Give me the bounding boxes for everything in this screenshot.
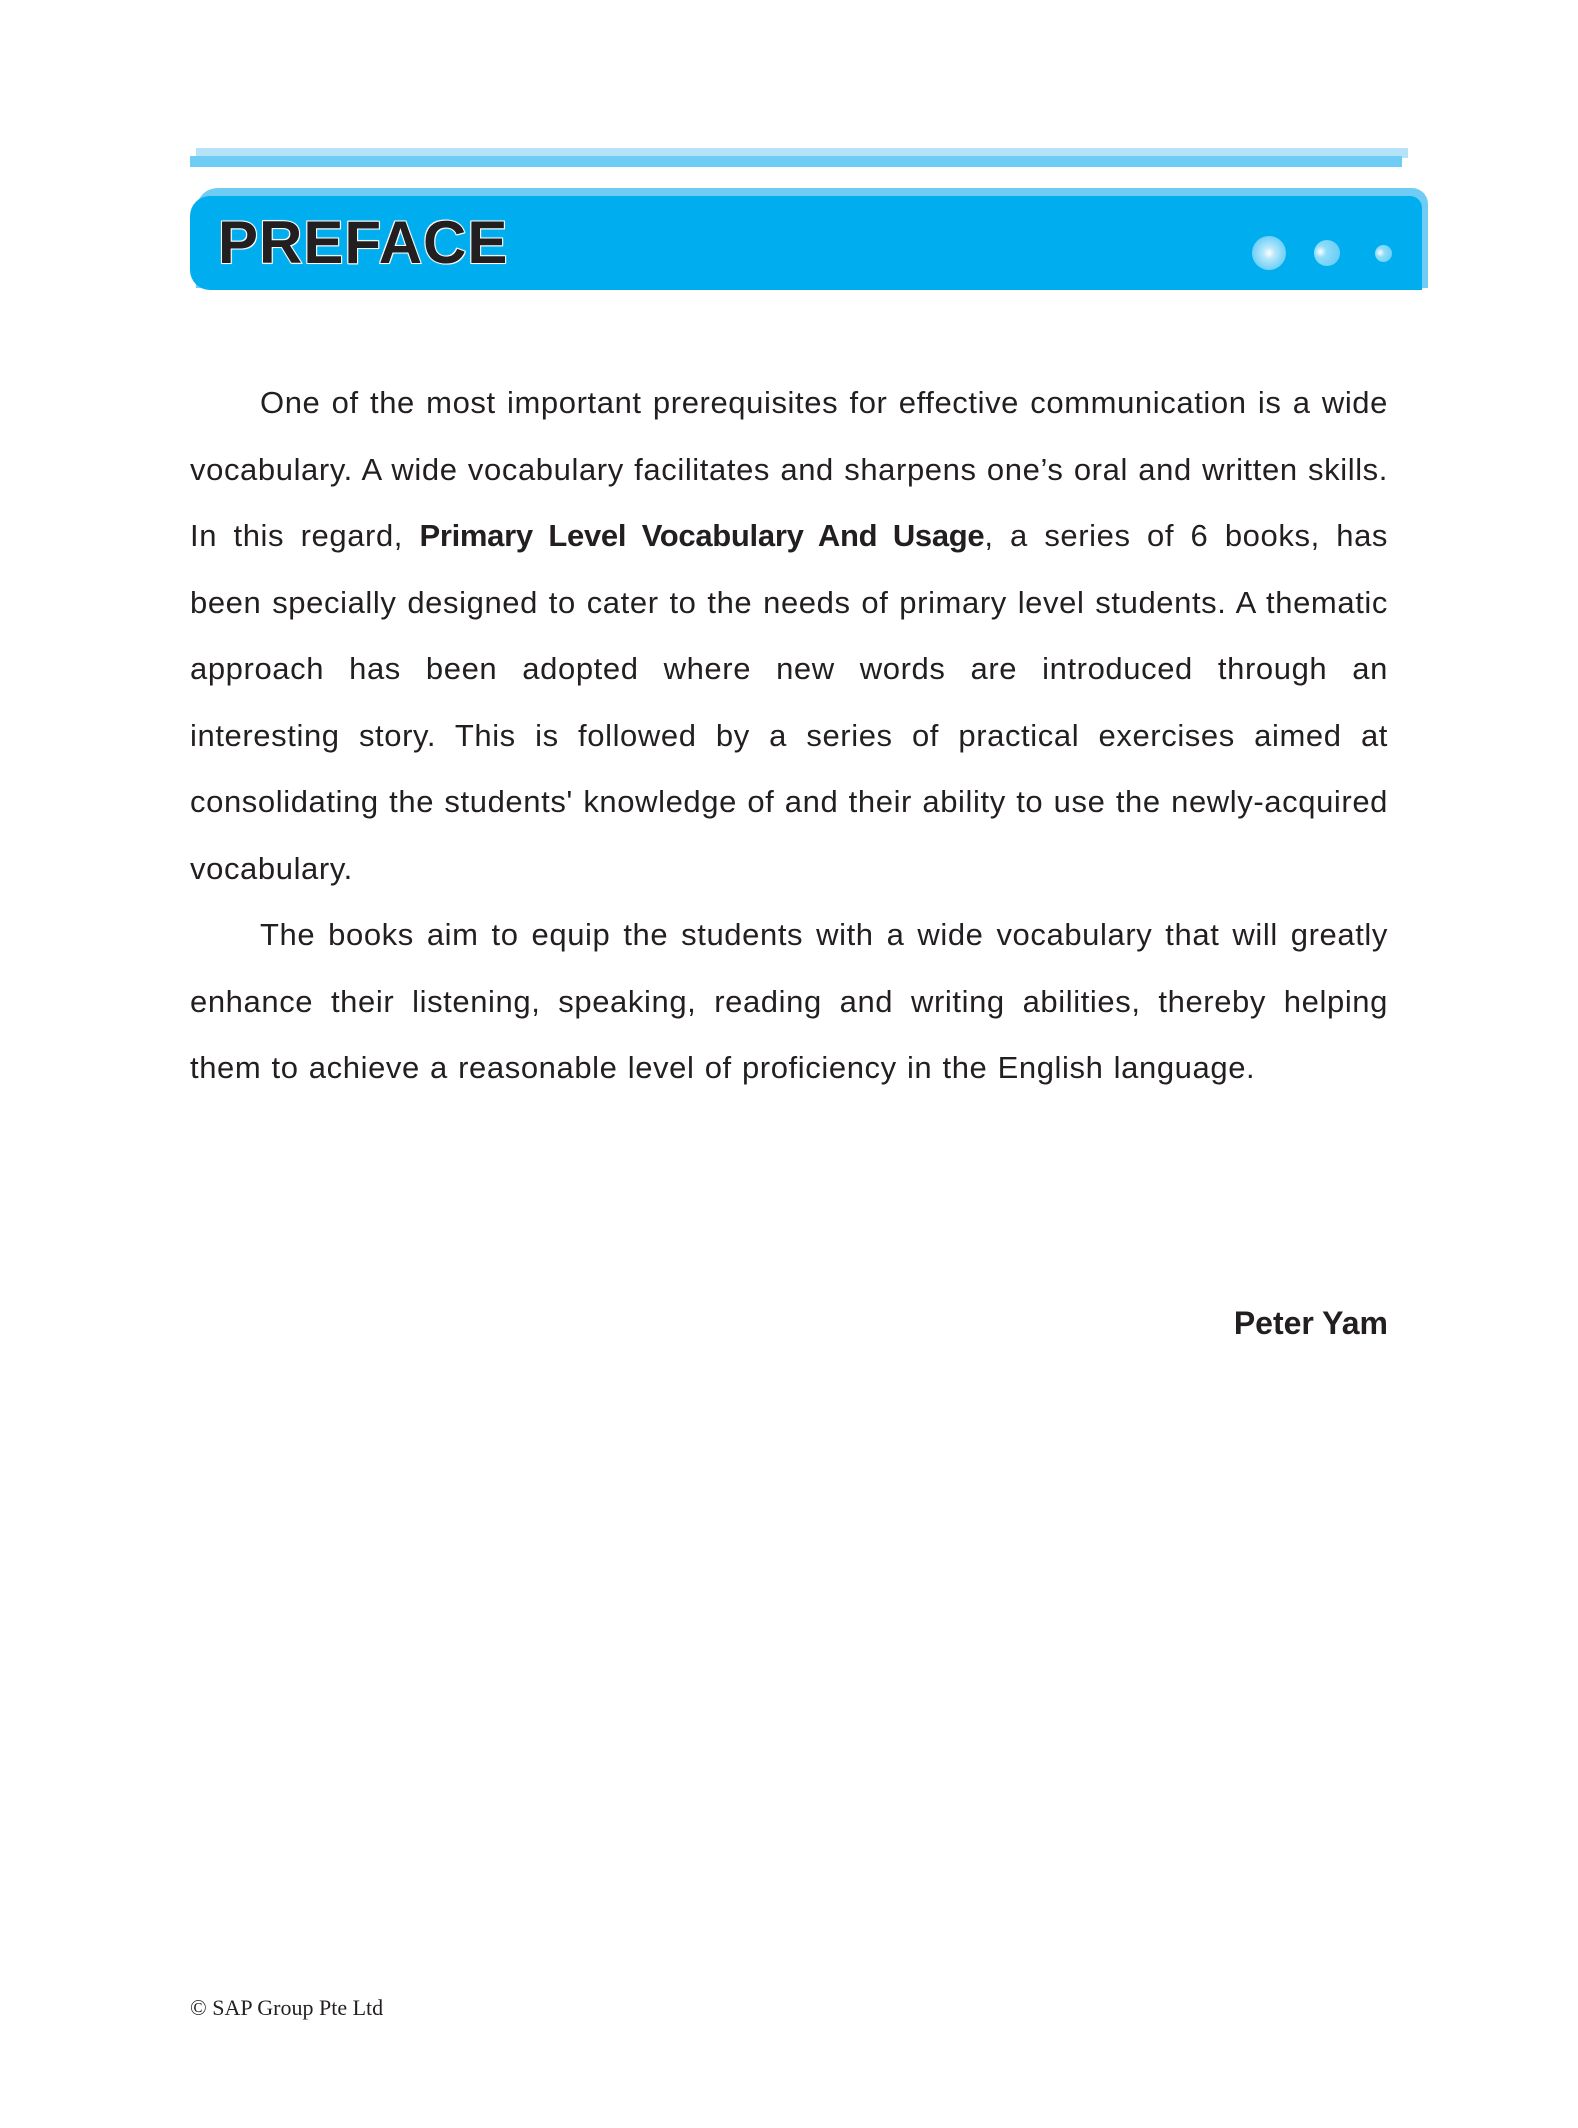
decorative-bubble-medium-icon (1314, 240, 1340, 266)
decorative-bubble-small-icon (1375, 245, 1392, 262)
page-title: PREFACE (218, 209, 509, 276)
author-signature: Peter Yam (1233, 1305, 1388, 1341)
series-title: Primary Level Vocabulary And Usage (419, 518, 985, 553)
copyright-footer: © SAP Group Pte Ltd (190, 1995, 384, 2020)
header-banner (190, 196, 1422, 290)
preface-body (190, 370, 1388, 1102)
paragraph-1-text-end: , a series of 6 books, has been specially designed to cater to the needs of primary level students. A thematic approach has been adopted where new words are introduced through an interesting story. This is followed by a series of practical exercises aimed at consolidating the students' knowledge of and their ability to use the newly-acquired vocabulary. (190, 518, 1389, 886)
paragraph-1 (190, 370, 1388, 902)
paragraph-2: The books aim to equip the students with a wide vocabulary that will greatly enhance their listening, speaking, reading and writing abilities, thereby helping them to achieve a reasonable level of proficiency in the English language. (190, 917, 1388, 1085)
paragraph-1-text-start: One of the most important prerequisites for effective communication is a wide vocabulary. A wide vocabulary facilitates and sharpens one’s oral and written skills. In this regard, (190, 385, 1388, 553)
decorative-bubble-large-icon (1252, 236, 1286, 270)
decorative-top-bar (190, 156, 1402, 167)
